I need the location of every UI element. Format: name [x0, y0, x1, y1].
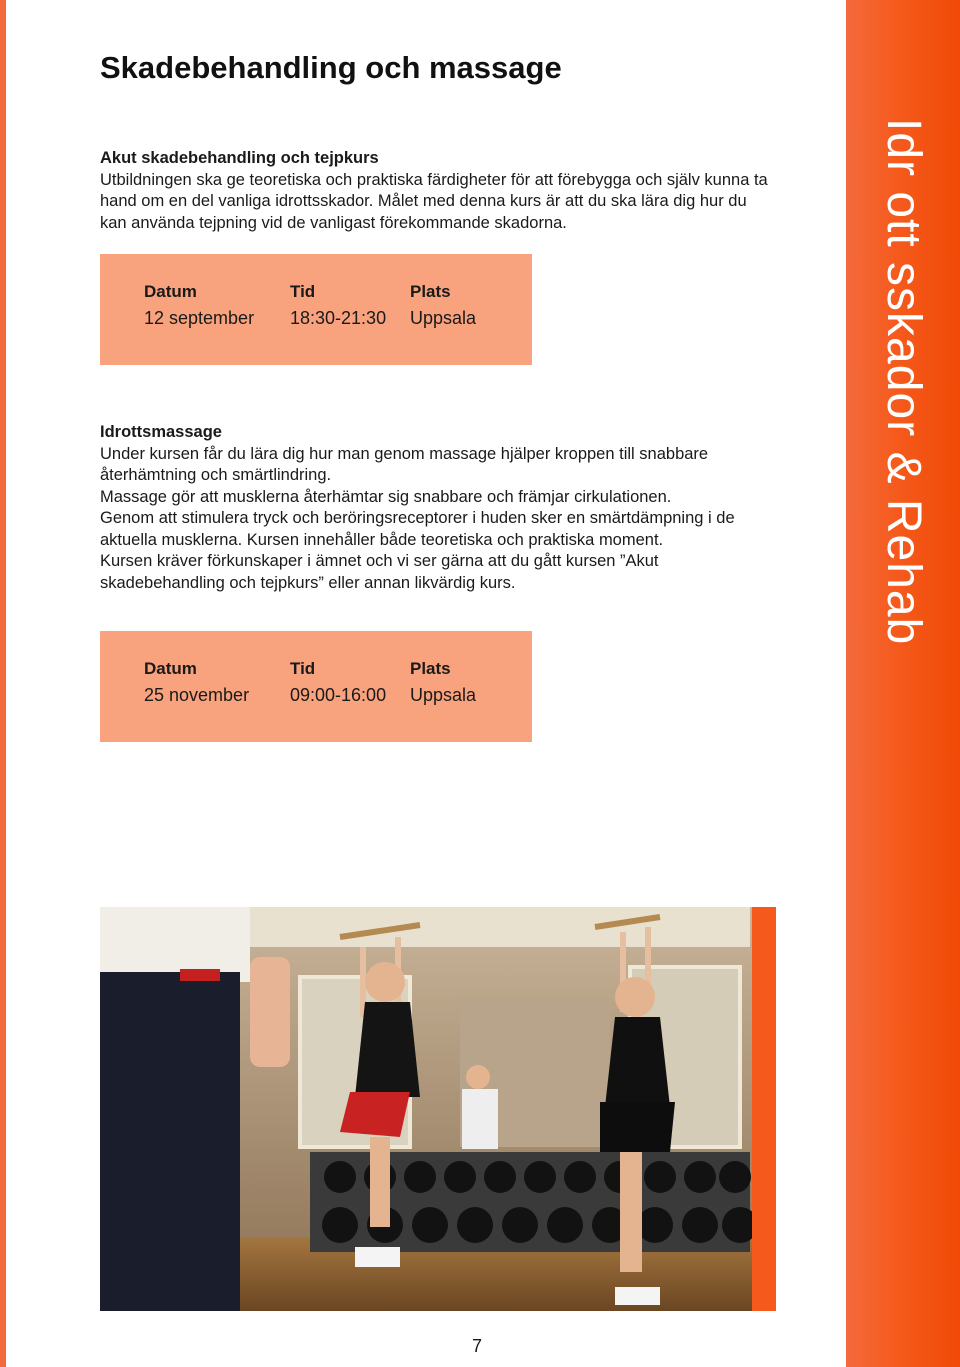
date-column: [144, 282, 254, 329]
training-photo: [100, 907, 776, 1311]
schedule-box-massage: [100, 631, 532, 742]
course-paragraph: Massage gör att musklerna återhämtar sig snabbare och främjar cirkulationen.: [100, 487, 672, 506]
course-paragraph: Kursen kräver förkunskaper i ämnet och vi ser gärna att du gått kursen ”Akut skadebehandling och tejpkurs” eller annan likvärdig kurs.: [100, 552, 659, 592]
time-label: Tid: [290, 659, 316, 678]
date-column: [144, 659, 249, 706]
place-value: Uppsala: [410, 685, 477, 705]
course-paragraph: Genom att stimulera tryck och beröringsreceptorer i huden sker en smärtdämpning i de aktuella musklerna. Kursen innehåller både teoretiska och praktiska moment.: [100, 509, 735, 549]
time-column: [290, 282, 386, 329]
place-column: [410, 282, 476, 329]
time-label: Tid: [290, 282, 316, 301]
course-heading: Idrottsmassage: [100, 423, 222, 441]
gym-photo-illustration: [100, 907, 752, 1311]
date-value: 25 november: [144, 685, 250, 705]
course-description: Utbildningen ska ge teoretiska och praktiska färdigheter för att förebygga och själv kunna ta hand om en del vanliga idrottsskador. Målet med denna kurs är att du ska lära dig hur du kan använda tejpning vid de vanligast förekommande skadorna.: [100, 170, 768, 232]
side-banner-text: Idr ott sskador & Rehab: [877, 118, 930, 646]
course-heading: Akut skadebehandling och tejpkurs: [100, 149, 379, 167]
course-tape-section: [100, 148, 770, 234]
time-value: 09:00-16:00: [290, 685, 387, 705]
time-value: 18:30-21:30: [290, 308, 387, 328]
date-value: 12 september: [144, 308, 255, 328]
left-accent-stripe: [0, 0, 6, 1367]
course-massage-section: [100, 422, 770, 594]
date-label: Datum: [144, 659, 197, 678]
place-label: Plats: [410, 282, 451, 301]
schedule-box-tape: [100, 254, 532, 365]
place-column: [410, 659, 476, 706]
page-number: 7: [471, 1336, 482, 1356]
place-label: Plats: [410, 659, 451, 678]
photo-accent-bar: [752, 907, 776, 1311]
place-value: Uppsala: [410, 308, 477, 328]
date-label: Datum: [144, 282, 197, 301]
time-column: [290, 659, 386, 706]
course-paragraph: Under kursen får du lära dig hur man genom massage hjälper kroppen till snabbare återhämtning och smärtlindring.: [100, 444, 709, 484]
page-title: Skadebehandling och massage: [100, 50, 562, 85]
